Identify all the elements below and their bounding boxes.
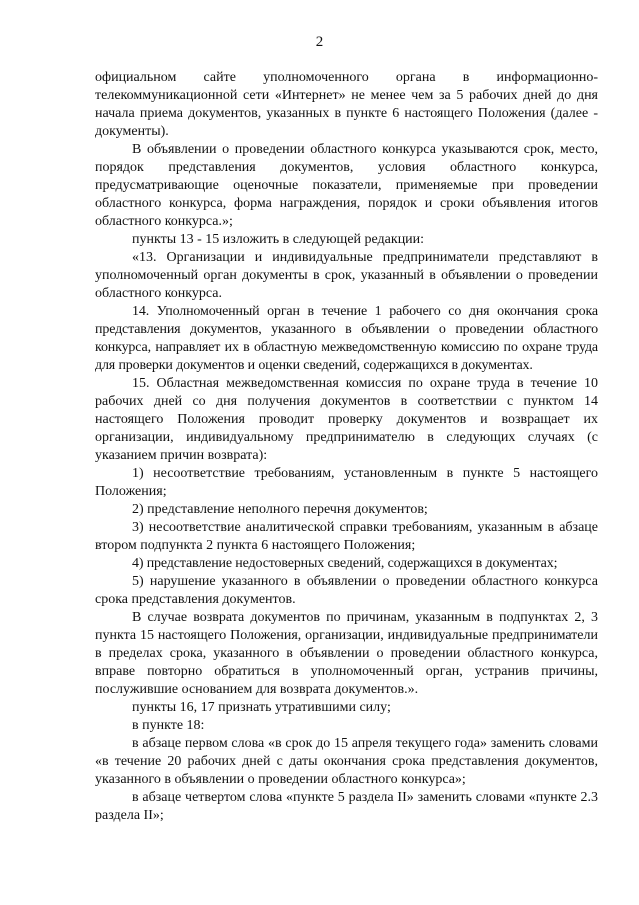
list-item-5: 5) нарушение указанного в объявлении о проведении областного конкурса срока представления документов. <box>95 574 598 607</box>
paragraph-item-18-heading: в пункте 18: <box>132 718 205 733</box>
list-item-4: 4) представление недостоверных сведений, содержащихся в документах; <box>132 556 558 571</box>
list-item-1: 1) несоответствие требованиям, установленным в пункте 5 настоящего Положения; <box>95 466 598 499</box>
paragraph-item-15: 15. Областная межведомственная комиссия по охране труда в течение 10 рабочих дней со дня получения документов в соответствии с пунктом 14 настоящего Положения проводит проверку документов и возвращает их организации, индивидуальному предпринимателю в следующих случаях (с указанием причин возврата): <box>95 376 598 463</box>
paragraph-announcement: В объявлении о проведении областного конкурса указываются срок, место, порядок представления документов, условия областного конкурса, предусматривающие оценочные показатели, применяемые при проведении областного конкурса, форма награждения, порядок и сроки объявления итогов областного конкурса.»; <box>95 142 598 229</box>
page-number: 2 <box>315 34 324 50</box>
list-item-3: 3) несоответствие аналитической справки требованиям, указанным в абзаце втором подпункта 2 пункта 6 настоящего Положения; <box>95 520 598 553</box>
paragraph-return-case: В случае возврата документов по причинам, указанным в подпунктах 2, 3 пункта 15 настоящего Положения, организации, индивидуальные предприниматели в пределах срока, указанного в объявлении о проведении областного конкурса, вправе повторно обратиться в уполномоченный орган, устранив причины, послужившие основанием для возврата документов.». <box>95 610 598 697</box>
paragraph-item-13: «13. Организации и индивидуальные предприниматели представляют в уполномоченный орган документы в срок, указанный в объявлении о проведении областного конкурса. <box>95 250 598 301</box>
paragraph-continuation: официальном сайте уполномоченного органа в информационно-телекоммуникационной сети «Интернет» не менее чем за 5 рабочих дней до дня начала приема документов, указанных в пункте 6 настоящего Положения (далее - документы). <box>95 70 598 139</box>
paragraph-item-18-first: в абзаце первом слова «в срок до 15 апреля текущего года» заменить словами «в течение 20 рабочих дней с даты окончания срока представления документов, указанного в объявлении о проведении областного конкурса»; <box>95 736 598 787</box>
paragraph-item-18-fourth: в абзаце четвертом слова «пункте 5 раздела II» заменить словами «пункте 2.3 раздела II»; <box>95 790 598 823</box>
paragraph-item-14: 14. Уполномоченный орган в течение 1 рабочего со дня окончания срока представления документов, указанного в объявлении о проведении областного конкурса, направляет их в областную межведомственную комиссию по охране труда для проверки документов и оценки сведений, содержащихся в документах. <box>95 304 598 373</box>
paragraph-amend-13-15: пункты 13 - 15 изложить в следующей редакции: <box>132 232 425 247</box>
document-body <box>95 69 598 825</box>
list-item-2: 2) представление неполного перечня документов; <box>132 502 428 517</box>
paragraph-repeal-16-17: пункты 16, 17 признать утратившими силу; <box>132 700 391 715</box>
